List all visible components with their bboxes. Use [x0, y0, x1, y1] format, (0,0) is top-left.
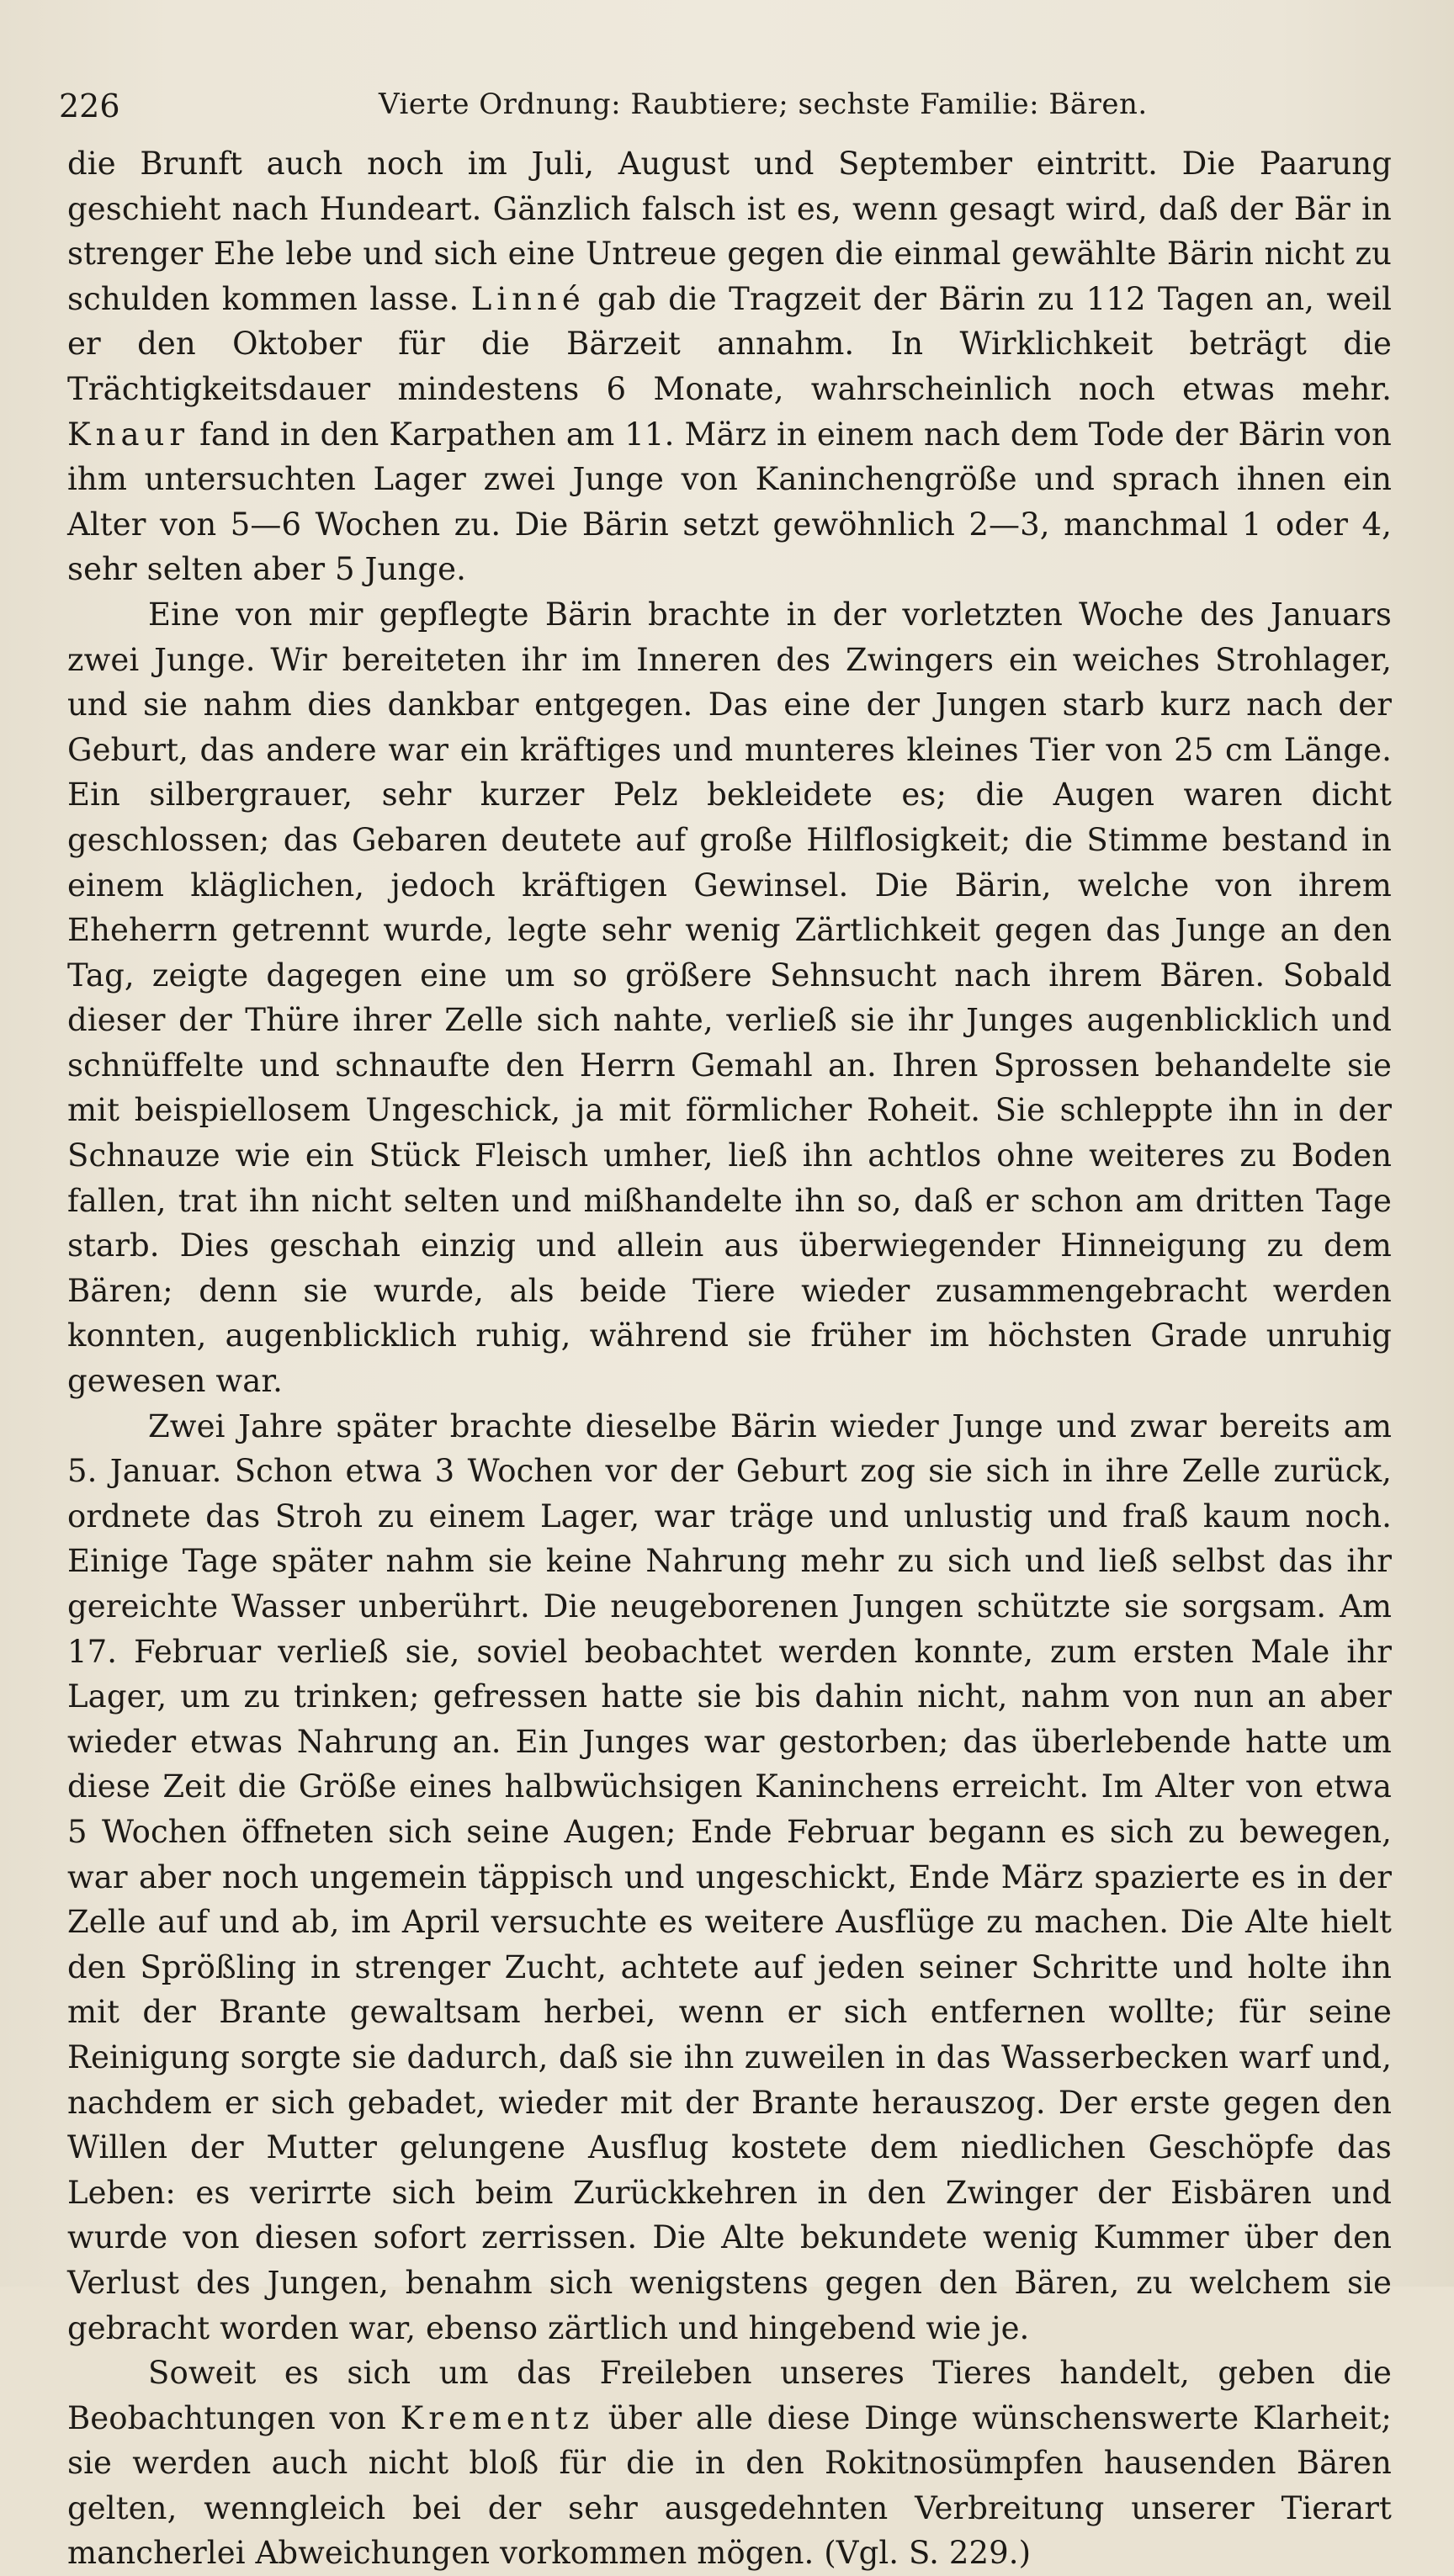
paragraph-3: Zwei Jahre später brachte dieselbe Bärin wieder Junge und zwar bereits am 5. Januar. Schon etwa 3 Wochen vor der Geburt zog sie sich in ihre Zelle zurück, ordnete das Stroh zu einem Lager, war träge und unlustig und fraß kaum noch. Einige Tage später nahm sie keine Nahrung mehr zu sich und ließ selbst das ihr gereichte Wasser unberührt. Die neugeborenen Jungen schützte sie sorgsam. Am 17. Februar verließ sie, soviel beobachtet werden konnte, zum ersten Male ihr Lager, um zu trinken; gefressen hatte sie bis dahin nicht, nahm von nun an aber wieder etwas Nahrung an. Ein Junges war gestorben; das überlebende hatte um diese Zeit die Größe eines halbwüchsigen Kaninchens erreicht. Im Alter von etwa 5 Wochen öffneten sich seine Augen; Ende Februar begann es sich zu bewegen, war aber noch ungemein täppisch und ungeschickt, Ende März spazierte es in der Zelle auf und ab, im April versuchte es weitere Ausflüge zu machen. Die Alte hielt den Sprößling in strenger Zucht, achtete auf jeden seiner Schritte und holte ihn mit der Brante gewaltsam herbei, wenn er sich entfernen wollte; für seine Reinigung sorgte sie dadurch, daß sie ihn zuweilen in das Wasserbecken warf und, nachdem er sich gebadet, wieder mit der Brante herauszog. Der erste gegen den Willen der Mutter gelungene Ausflug kostete dem niedlichen Geschöpfe das Leben: es verirrte sich beim Zurückkehren in den Zwinger der Eisbären und wurde von diesen sofort zerrissen. Die Alte bekundete wenig Kummer über den Verlust des Jungen, benahm sich wenigstens gegen den Bären, zu welchem sie gebracht worden war, ebenso zärtlich und hingebend wie je. [67, 1407, 1392, 2346]
paragraph-1-text-middle: gab die Tragzeit der Bärin zu 112 Tagen an, weil er den Oktober für die Bärzeit annahm. In Wirklichkeit beträgt die Trächtigkeitsdauer mindestens 6 Monate, wahrscheinlich noch etwas mehr. [67, 280, 1392, 407]
running-head: Vierte Ordnung: Raubtiere; sechste Familie: Bären. [379, 87, 1148, 121]
paragraph-1-text-before: die Brunft auch noch im Juli, August und September eintritt. Die Paarung geschieht nach Hundeart. Gänzlich falsch ist es, wenn gesagt wird, daß der Bär in strenger Ehe lebe und sich eine Untreue gegen die einmal gewählte Bärin nicht zu schulden kommen lasse. [67, 146, 1392, 317]
paragraph-4 [67, 2351, 1392, 2576]
page-header [59, 81, 1397, 131]
paragraph-1-text-after: fand in den Karpathen am 11. März in einem nach dem Tode der Bärin von ihm untersuchten Lager zwei Junge von Kaninchengröße und sprach ihnen ein Alter von 5—6 Wochen zu. Die Bärin setzt gewöhnlich 2—3, manchmal 1 oder 4, sehr selten aber 5 Junge. [67, 416, 1392, 588]
paragraph-1 [67, 141, 1392, 592]
paragraph-4-text-after: über alle diese Dinge wünschenswerte Klarheit; sie werden auch nicht bloß für die in den Rokitnosümpfen hausenden Bären gelten, wenngleich bei der sehr ausgedehnten Verbreitung unserer Tierart mancherlei Abweichungen vorkommen mögen. (Vgl. S. 229.) [67, 2399, 1392, 2572]
paragraph-2: Eine von mir gepflegte Bärin brachte in der vorletzten Woche des Januars zwei Junge. Wir bereiteten ihr im Inneren des Zwingers ein weiches Strohlager, und sie nahm dies dankbar entgegen. Das eine der Jungen starb kurz nach der Geburt, das andere war ein kräftiges und munteres kleines Tier von 25 cm Länge. Ein silbergrauer, sehr kurzer Pelz bekleidete es; die Augen waren dicht geschlossen; das Gebaren deutete auf große Hilflosigkeit; die Stimme bestand in einem kläglichen, jedoch kräftigen Gewinsel. Die Bärin, welche von ihrem Eheherrn getrennt wurde, legte sehr wenig Zärtlichkeit gegen das Junge an den Tag, zeigte dagegen eine um so größere Sehnsucht nach ihrem Bären. Sobald dieser der Thüre ihrer Zelle sich nahte, verließ sie ihr Junges augenblicklich und schnüffelte und schnaufte den Herrn Gemahl an. Ihren Sprossen behandelte sie mit beispiellosem Ungeschick, ja mit förmlicher Roheit. Sie schleppte ihn in der Schnauze wie ein Stück Fleisch umher, ließ ihn achtlos ohne weiteres zu Boden fallen, trat ihn nicht selten und mißhandelte ihn so, daß er schon am dritten Tage starb. Dies geschah einzig und allein aus überwiegender Hinneigung zu dem Bären; denn sie wurde, als beide Tiere wieder zusammengebracht werden konnten, augenblicklich ruhig, während sie früher im höchsten Grade unruhig gewesen war. [67, 596, 1392, 1400]
page-number: 226 [59, 87, 120, 125]
paragraph-4-text-before: Soweit es sich um das Freileben unseres Tieres handelt, geben die Beobachtungen von [67, 2355, 1392, 2436]
body-text [67, 141, 1392, 2576]
author-name-linne: Linné [470, 280, 586, 317]
author-name-knaur: Knaur [67, 416, 190, 453]
author-name-krementz: Krementz [400, 2399, 595, 2436]
